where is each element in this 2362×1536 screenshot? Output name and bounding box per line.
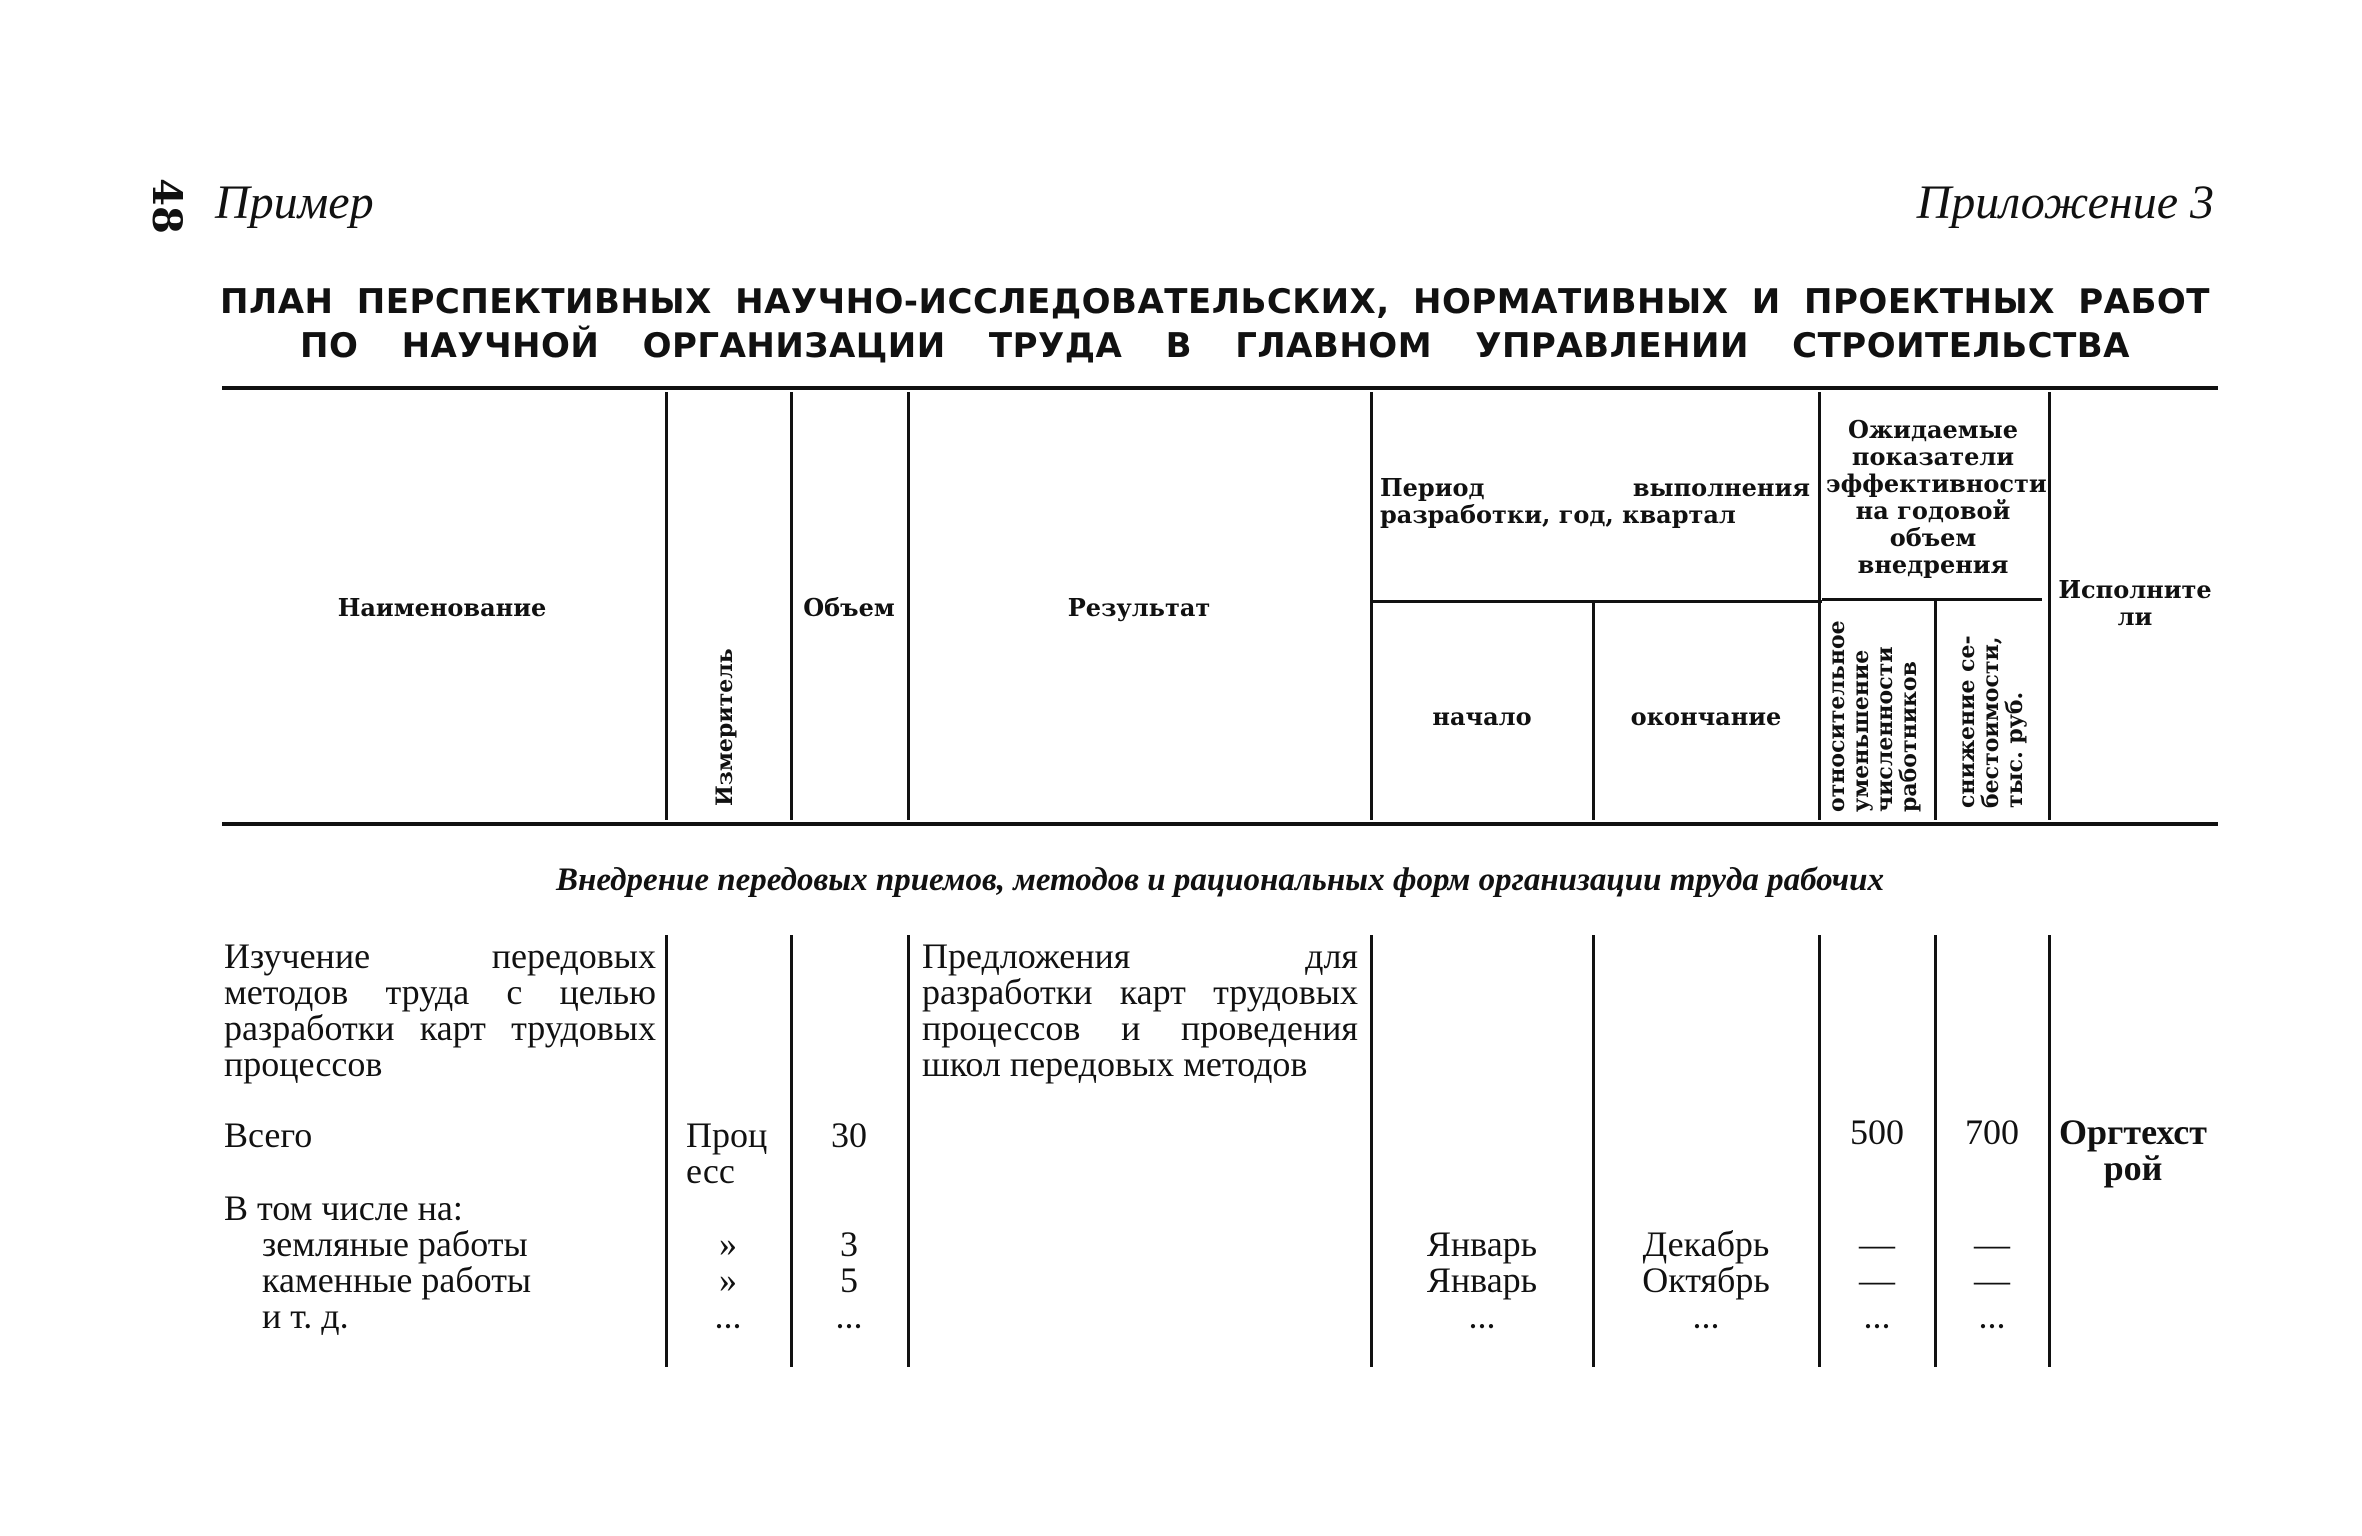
- header-unit: Измеритель: [712, 648, 738, 806]
- row-unit: ...: [714, 1296, 742, 1336]
- header-executors: Исполнители: [2058, 575, 2212, 631]
- expected-subheader-rule: [1822, 598, 2042, 601]
- col-divider: [1818, 392, 1821, 820]
- header-staff-reduction-line: уменьшение: [1848, 649, 1874, 812]
- section-title: Внедрение передовых приемов, методов и рациональных форм организации труда рабочих: [556, 862, 1884, 898]
- row-start: ...: [1468, 1296, 1496, 1336]
- total-executor: Оргтехстрой: [2059, 1112, 2207, 1188]
- row-start: Январь: [1426, 1260, 1538, 1300]
- period-subheader-rule: [1372, 600, 1822, 603]
- row-name: и т. д.: [262, 1296, 349, 1336]
- table-top-rule: [222, 386, 2218, 390]
- appendix-label: Приложение 3: [1916, 176, 2214, 229]
- row-start: Январь: [1426, 1224, 1538, 1264]
- header-staff-reduction-line: относительное: [1824, 620, 1850, 812]
- row-cost: ...: [1978, 1296, 2006, 1336]
- row-cost: —: [1974, 1260, 2010, 1300]
- total-label: Всего: [224, 1115, 313, 1155]
- col-divider: [1370, 392, 1373, 820]
- page-number: 48: [143, 178, 190, 234]
- row-end: ...: [1692, 1296, 1720, 1336]
- row-volume: 3: [840, 1224, 858, 1264]
- header-staff-reduction-line: численности: [1872, 646, 1898, 812]
- header-end: окончание: [1630, 702, 1782, 731]
- header-bottom-rule: [222, 822, 2218, 826]
- col-divider: [665, 392, 668, 820]
- header-period: Период выполнения разработки, год, квартал: [1380, 473, 1810, 529]
- row-cost: —: [1974, 1224, 2010, 1264]
- row-unit: »: [719, 1224, 737, 1264]
- study-result: Предложения для разработки карт трудовых процессов и проведения школ передовых методов: [922, 936, 1358, 1084]
- header-result: Результат: [1067, 593, 1211, 622]
- total-staff: 500: [1850, 1112, 1904, 1152]
- row-end: Декабрь: [1642, 1224, 1770, 1264]
- header-expected: Ожидаемые показатели эффективности на годовой объем внедрения: [1826, 415, 2047, 579]
- row-end: Октябрь: [1642, 1260, 1770, 1300]
- row-staff: —: [1859, 1224, 1895, 1264]
- total-cost: 700: [1965, 1112, 2019, 1152]
- row-name: каменные работы: [262, 1260, 532, 1300]
- total-volume: 30: [831, 1115, 867, 1155]
- row-staff: ...: [1863, 1296, 1891, 1336]
- header-cost-reduction-line: тыс. руб.: [2002, 691, 2028, 808]
- including-label: В том числе на:: [224, 1188, 463, 1228]
- document-title-line1: ПЛАН ПЕРСПЕКТИВНЫХ НАУЧНО-ИССЛЕДОВАТЕЛЬСКИХ, НОРМАТИВНЫХ И ПРОЕКТНЫХ РАБОТ: [220, 282, 2210, 322]
- header-staff-reduction-line: работников: [1896, 661, 1922, 812]
- col-divider: [2048, 935, 2051, 1367]
- row-volume: ...: [835, 1296, 863, 1336]
- row-unit: »: [719, 1260, 737, 1300]
- row-name: земляные работы: [262, 1224, 528, 1264]
- study-name: Изучение передовых методов труда с целью разработки карт трудовых процессов: [224, 936, 656, 1084]
- document-title-line2: ПО НАУЧНОЙ ОРГАНИЗАЦИИ ТРУДА В ГЛАВНОМ УПРАВЛЕНИИ СТРОИТЕЛЬСТВА: [300, 326, 2130, 366]
- col-divider: [907, 935, 910, 1367]
- row-volume: 5: [840, 1260, 858, 1300]
- total-unit: Процесс: [686, 1115, 768, 1191]
- row-staff: —: [1859, 1260, 1895, 1300]
- header-cost-reduction-line: бестоимости,: [1978, 636, 2004, 808]
- col-divider: [2048, 392, 2051, 820]
- header-name: Наименование: [337, 593, 547, 622]
- header-start: начало: [1432, 702, 1532, 731]
- header-cost-reduction-line: снижение се-: [1954, 635, 1980, 808]
- col-divider: [1934, 601, 1937, 820]
- header-volume: Объем: [803, 593, 895, 622]
- example-label: Пример: [215, 176, 374, 229]
